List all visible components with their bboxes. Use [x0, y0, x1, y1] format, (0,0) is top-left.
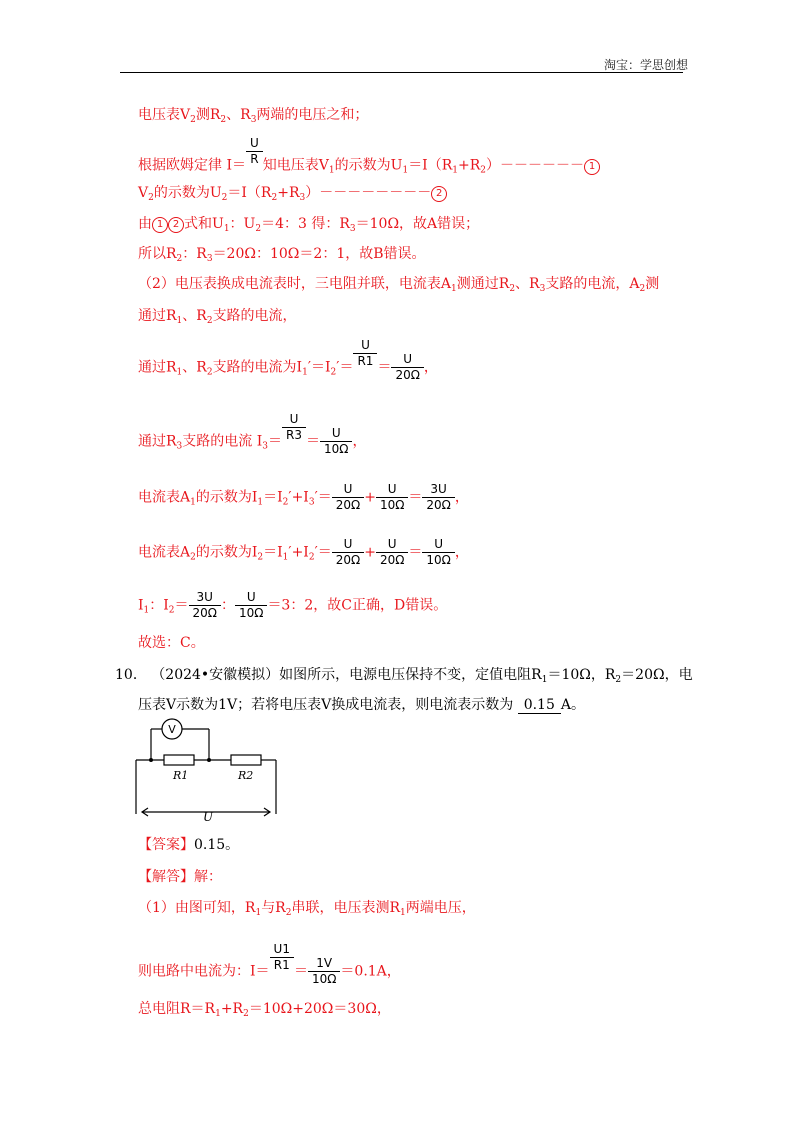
fraction: $\frac{U}{20\Omega}$	[332, 537, 364, 568]
text-line: 根据欧姆定律 I＝ $\frac{U}{R}$ 知电压表$V_1$的示数为$U_1=I(R_1+R_2)------ 1$	[138, 150, 600, 181]
text-line: 电压表$V_2$测$R_2$、$R_3$两端的电压之和；	[138, 107, 369, 125]
text-line: $I_1$：$I_2=$ $\frac{3U}{20\Omega}$ ： $\frac{U}{10\Omega}$ ＝3：2，故C正确，D错误。	[138, 590, 448, 620]
junction-dot	[207, 758, 211, 762]
fraction: $\frac{U}{20\Omega}$	[391, 352, 423, 383]
r1-label: R1	[173, 769, 189, 782]
text-line: 故选：C。	[138, 635, 205, 651]
answer-value: 0.15。	[194, 837, 240, 853]
text-line: 电流表$A_1$的示数为$I_1=I_2'+I_3'=$ $\frac{U}{20\Omega}$ + $\frac{U}{10\Omega}$ ＝ $\frac{3U}{20\Omega}$ ，	[138, 482, 469, 512]
header-shop-label: 淘宝：学思创想	[604, 58, 689, 72]
text-line: （2）电压表换成电流表时，三电阻并联，电流表$A_1$测通过$R_2$、$R_3$支路的电流，$A_2$测	[138, 276, 660, 294]
solution-label: 【解答】	[138, 869, 194, 885]
fraction: $\frac{U}{10\Omega}$	[235, 590, 267, 621]
circled-number: 1	[152, 217, 168, 233]
text-line: （1）由图可知，$R_1$与$R_2$串联，电压表测$R_1$两端电压，	[138, 900, 476, 918]
circled-number: 2	[431, 186, 447, 202]
circled-number: 1	[584, 159, 600, 175]
resistor-r1	[164, 755, 194, 765]
fraction: $\frac{U}{R1}$	[353, 338, 377, 369]
fraction: $\frac{U}{10\Omega}$	[376, 482, 408, 513]
answer-label: 【答案】	[138, 837, 194, 853]
fraction: $\frac{U1}{R1}$	[270, 942, 294, 973]
text-line: 通过$R_3$支路的电流 $I_3=$ $\frac{U}{R3}$ ＝ $\frac{U}{10\Omega}$ ，	[138, 412, 367, 456]
fraction: $\frac{3U}{20\Omega}$	[422, 482, 454, 513]
question-10-line2: 压表V示数为1V；若将电压表V换成电流表，则电流表示数为 0.15 A。	[138, 697, 585, 713]
voltmeter-label: V	[168, 723, 176, 736]
fraction: $\frac{3U}{20\Omega}$	[189, 590, 221, 621]
answer-line	[138, 834, 239, 854]
text-line: 所以$R_2$：$R_3=20\Omega$：10Ω＝2：1，故B错误。	[138, 246, 426, 264]
fraction: $\frac{U}{R}$	[246, 136, 263, 167]
fraction: $\frac{U}{20\Omega}$	[376, 537, 408, 568]
source-label: U	[202, 810, 214, 824]
header-rule	[120, 72, 683, 73]
circled-number: 2	[168, 217, 184, 233]
r2-label: R2	[238, 769, 254, 782]
answer-blank: 0.15	[518, 697, 561, 714]
fraction: $\frac{U}{10\Omega}$	[320, 426, 352, 457]
text-line: 总电阻$R=R_1+R_2=10\Omega+20\Omega=30\Omega$，	[138, 1001, 391, 1019]
text-line: $V_2$的示数为$U_2=I(R_2+R_3)-------- 2$	[138, 182, 447, 202]
question-10-line1: 10． （2024•安徽模拟）如图所示，电源电压保持不变，定值电阻$R_1=10\Omega$，$R_2=20\Omega$，电	[115, 667, 693, 685]
fraction: $\frac{U}{20\Omega}$	[332, 482, 364, 513]
junction-dot	[149, 758, 153, 762]
text-line: 由 1 2 式和$U_1$：$U_2=4$：3 得：$R_3=10\Omega$，故A错误；	[138, 216, 480, 234]
text-line: 通过$R_1$、$R_2$支路的电流为$I_1'=I_2'=$ $\frac{U}{R1}$ ＝ $\frac{U}{20\Omega}$ ，	[138, 338, 438, 382]
fraction: $\frac{U}{R3}$	[282, 412, 306, 443]
circuit-diagram	[128, 712, 288, 827]
text-line: 通过$R_1$、$R_2$支路的电流，	[138, 308, 297, 326]
solution-line: 【解答】解：	[138, 869, 222, 885]
resistor-r2	[231, 755, 261, 765]
text-line: 电流表$A_2$的示数为$I_2=I_1'+I_2'=$ $\frac{U}{20\Omega}$ + $\frac{U}{20\Omega}$ ＝ $\frac{U}{10\Omega}$ ，	[138, 537, 469, 567]
text-line: 则电路中电流为：I＝ $\frac{U1}{R1}$ ＝ $\frac{1V}{10\Omega}$ ＝0.1A，	[138, 942, 401, 986]
fraction: $\frac{1V}{10\Omega}$	[308, 956, 340, 987]
fraction: $\frac{U}{10\Omega}$	[422, 537, 454, 568]
